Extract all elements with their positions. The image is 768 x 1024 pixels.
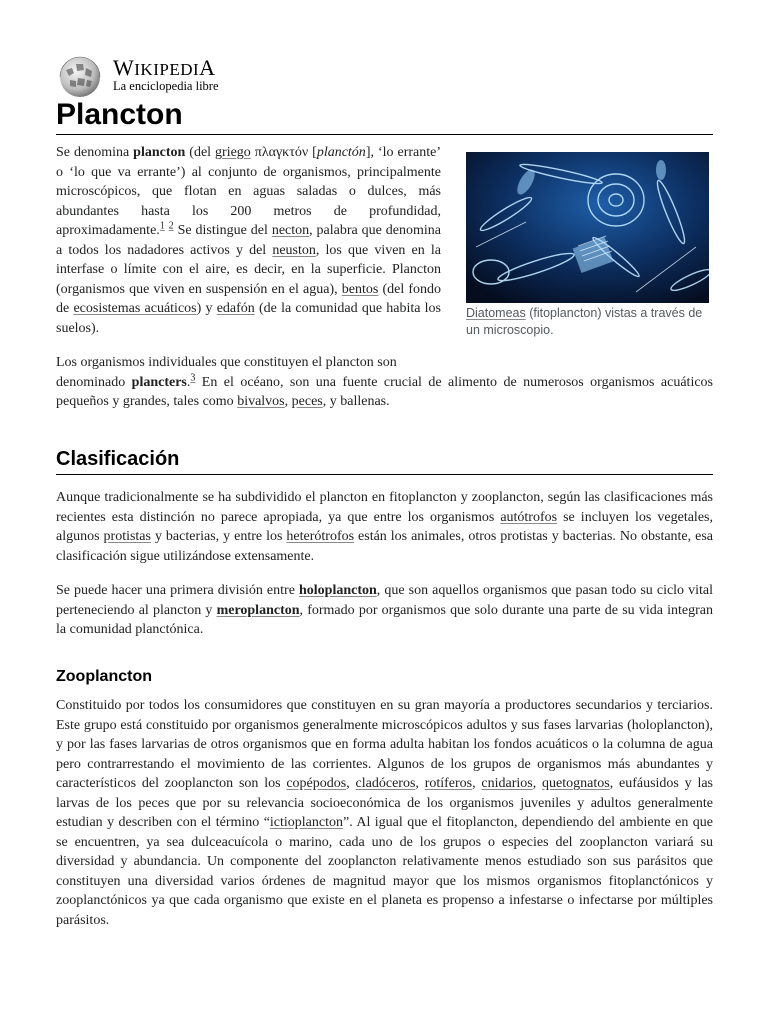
link-bentos[interactable]: bentos: [341, 281, 379, 297]
reference-1[interactable]: 1: [159, 220, 165, 232]
link-autotrofos[interactable]: autótrofos: [500, 509, 558, 525]
wikipedia-logo[interactable]: [56, 52, 356, 102]
figure-caption: Diatomeas (fitoplancton) vistas a través de un microscopio.: [466, 306, 703, 337]
link-diatomeas[interactable]: Diatomeas: [466, 306, 526, 320]
link-necton[interactable]: necton: [271, 223, 310, 238]
reference-2[interactable]: 2: [168, 220, 174, 232]
link-ecosistemas-acuaticos[interactable]: ecosistemas acuáticos: [73, 301, 197, 316]
wikipedia-wordmark: WIKIPEDIA: [113, 55, 216, 80]
link-rotiferos[interactable]: rotíferos: [424, 776, 473, 791]
clasificacion-paragraph-2: Se puede hacer una primera división entre holoplancton, que son aquellos organismos que pasan todo su ciclo vital perteneciendo al plancton y meroplancton, formado por organismos que solo durante una parte de su vida integran la comunidad planctónica.: [56, 583, 714, 637]
wikipedia-globe-icon: [56, 54, 104, 98]
link-copepodos[interactable]: copépodos: [286, 776, 347, 791]
intro-paragraph-1: Se denomina plancton (del griego πλαγκτόν [planctón], ‘lo errante’ o ‘lo que va errante’) al conjunto de organismos, principalmente microscópicos, que flotan en aguas saladas o dulces, más abundantes hasta los 200 metros de profundidad, aproximadamente.$^1$ $^2$ Se distingue del necton, palabra que denomina a todos los nadadores activos y del neuston, los que viven en la interfase o límite con el aire, es decir, en la superficie. Plancton (organismos que viven en suspensión en el agua), bentos (del fondo de ecosistemas acuáticos) y edafón (de la comunidad que habita los suelos).: [56, 145, 442, 336]
link-peces[interactable]: peces: [291, 394, 323, 409]
diatoms-microscope-image[interactable]: [466, 152, 709, 303]
section-heading-clasificacion: Clasificación: [56, 445, 713, 475]
zooplancton-paragraph-1: Constituido por todos los consumidores que constituyen en su gran mayoría a productores secundarios y terciarios. Este grupo está constituido por organismos generalmente microscópicos adultos y sus fases larvarias (holoplancton), y por las fases larvarias de otros organismos que en forma adulta habitan los fondos acuáticos o la columna de agua pero contrarrestando el movimiento de las corrientes. Algunos de los grupos de organismos más abundantes y característicos del zooplancton son los copépodos, cladóceros, rotíferos, cnidarios, quetognatos, eufáusidos y las larvas de los peces que por su relevancia socioeconómica de los organismos juveniles y adultos generalmente estudian y describen con el término “ictioplancton”. Al igual que el fitoplancton, dependiendo del ambiente en que se encuentren, ya sea dulceacuícola o marino, cada uno de los grupos o especies del zooplancton variará su diversidad y abundancia. Un componente del zooplancton relativamente menos estudiado son sus parásitos que constituyen una diversidad varios órdenes de magnitud mayor que los mismos organismos fitoplanctónicos y zooplanctónicos ya que cada organismo que existe en el planeta es propenso a infestarse o infectarse por múltiples parásitos.: [56, 698, 714, 928]
diatoms-figure: [466, 152, 711, 339]
page-title: Plancton: [56, 96, 713, 135]
link-protistas[interactable]: protistas: [103, 529, 151, 544]
intro-paragraph-2: Los organismos individuales que constituyen el plancton son denominado plancters.$^3$ En el océano, son una fuente crucial de alimento de numerosos organismos acuáticos pequeños y grandes, tales como bivalvos, peces, y ballenas.: [56, 355, 713, 409]
reference-3[interactable]: 3: [190, 371, 196, 383]
subsection-heading-zooplancton: Zooplancton: [56, 668, 152, 685]
link-holoplancton[interactable]: holoplancton: [298, 583, 377, 598]
link-ictioplancton[interactable]: ictioplancton: [269, 815, 343, 830]
link-bivalvos[interactable]: bivalvos: [237, 394, 285, 409]
link-cladoceros[interactable]: cladóceros: [355, 776, 416, 791]
link-neuston[interactable]: neuston: [272, 242, 316, 258]
link-meroplancton[interactable]: meroplancton: [216, 602, 300, 618]
link-edafon[interactable]: edafón: [216, 301, 255, 316]
link-cnidarios[interactable]: cnidarios: [481, 776, 533, 791]
clasificacion-paragraph-1: Aunque tradicionalmente se ha subdividido el plancton en fitoplancton y zooplancton, según las clasificaciones más recientes esta distinción no parece apropiada, ya que entre los organismos autótrofos se incluyen los vegetales, algunos protistas y bacterias, y entre los heterótrofos están los animales, otros protistas y bacterias. No obstante, esa clasificación sigue utilizándose extensamente.: [56, 490, 713, 564]
link-griego[interactable]: griego: [215, 145, 251, 160]
wikipedia-tagline: La enciclopedia libre: [113, 79, 219, 93]
link-quetognatos[interactable]: quetognatos: [542, 776, 610, 791]
link-heterotrofos[interactable]: heterótrofos: [286, 529, 355, 544]
